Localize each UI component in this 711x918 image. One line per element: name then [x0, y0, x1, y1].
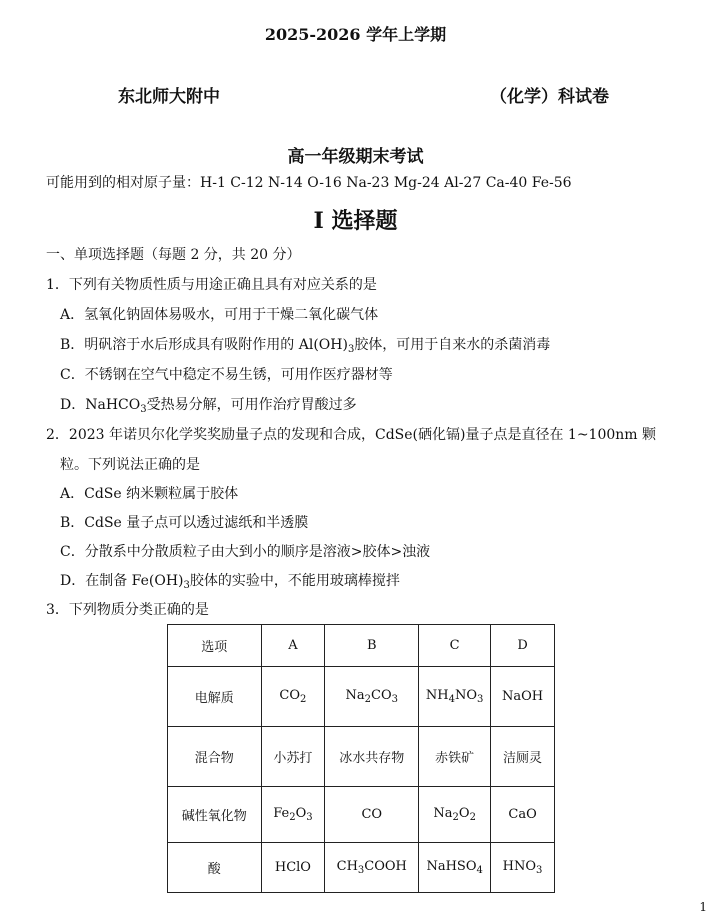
- table-header-cell: D: [491, 625, 555, 667]
- section-title: I 选择题: [313, 208, 398, 234]
- row-label-cell: 碱性氧化物: [168, 787, 262, 843]
- q1-option-a: A．氢氧化钠固体易吸水，可用于干燥二氧化碳气体: [60, 307, 379, 323]
- table-cell: $Fe_2O_3$: [261, 787, 325, 843]
- table-cell: $Na_2CO_3$: [325, 667, 419, 727]
- table-cell: CO: [325, 787, 419, 843]
- classification-table: [167, 624, 555, 893]
- page-number: 1: [699, 900, 707, 914]
- q2-option-a: A．CdSe 纳米颗粒属于胶体: [60, 486, 239, 502]
- table-cell: 小苏打: [261, 727, 325, 787]
- exam-title: 高一年级期末考试: [287, 147, 424, 167]
- table-cell: HClO: [261, 843, 325, 893]
- q2-option-b: B．CdSe 量子点可以透过滤纸和半透膜: [60, 515, 309, 531]
- table-cell: $CO_2$: [261, 667, 325, 727]
- q2-option-d: D．在制备 $Fe(OH)_3$胶体的实验中，不能用玻璃棒搅拌: [60, 573, 400, 591]
- table-header-cell: B: [325, 625, 419, 667]
- q1-stem: 1．下列有关物质性质与用途正确且具有对应关系的是: [46, 277, 377, 293]
- table-row: [168, 843, 555, 893]
- q1-option-b: B．明矾溶于水后形成具有吸附作用的 $Al(OH)_3$胶体，可用于自来水的杀菌消毒: [60, 337, 551, 355]
- q2-option-c: C．分散系中分散质粒子由大到小的顺序是溶液>胶体>浊液: [60, 544, 431, 560]
- table-row: [168, 787, 555, 843]
- table-cell: $NH_4NO_3$: [419, 667, 491, 727]
- table-header-cell: C: [419, 625, 491, 667]
- atomic-masses: 可能用到的相对原子量：H-1 C-12 N-14 O-16 Na-23 Mg-24 Al-27 Ca-40 Fe-56: [46, 175, 572, 191]
- q3-stem: 3．下列物质分类正确的是: [46, 602, 209, 618]
- row-label-cell: 混合物: [168, 727, 262, 787]
- row-label-cell: 酸: [168, 843, 262, 893]
- table-header-row: [168, 625, 555, 667]
- q1-option-c: C．不锈钢在空气中稳定不易生锈，可用作医疗器材等: [60, 367, 393, 383]
- part-heading: 一、单项选择题（每题 2 分，共 20 分）: [46, 247, 301, 263]
- table-cell: NaHSO$_4$: [419, 843, 491, 893]
- school-name: 东北师大附中: [118, 87, 220, 107]
- q2-stem-line2: 粒。下列说法正确的是: [60, 457, 200, 473]
- table-cell: 赤铁矿: [419, 727, 491, 787]
- q2-stem-line1: 2．2023 年诺贝尔化学奖奖励量子点的发现和合成，CdSe(硒化镉)量子点是直径在 1~100nm 颗: [46, 427, 657, 443]
- table-cell: NaOH: [491, 667, 555, 727]
- table-cell: $Na_2O_2$: [419, 787, 491, 843]
- table-row: [168, 727, 555, 787]
- table-header-cell: A: [261, 625, 325, 667]
- exam-year: 2025-2026 学年上学期: [264, 25, 447, 44]
- table-cell: 冰水共存物: [325, 727, 419, 787]
- subject-title: （化学）科试卷: [490, 87, 609, 107]
- q1-option-d: D．NaHCO$_3$受热易分解，可用作治疗胃酸过多: [60, 397, 357, 415]
- table-header-cell: 选项: [168, 625, 262, 667]
- row-label-cell: 电解质: [168, 667, 262, 727]
- table-cell: $HNO_3$: [491, 843, 555, 893]
- table-cell: CaO: [491, 787, 555, 843]
- table-row: [168, 667, 555, 727]
- table-cell: 洁厕灵: [491, 727, 555, 787]
- table-cell: $CH_3COOH$: [325, 843, 419, 893]
